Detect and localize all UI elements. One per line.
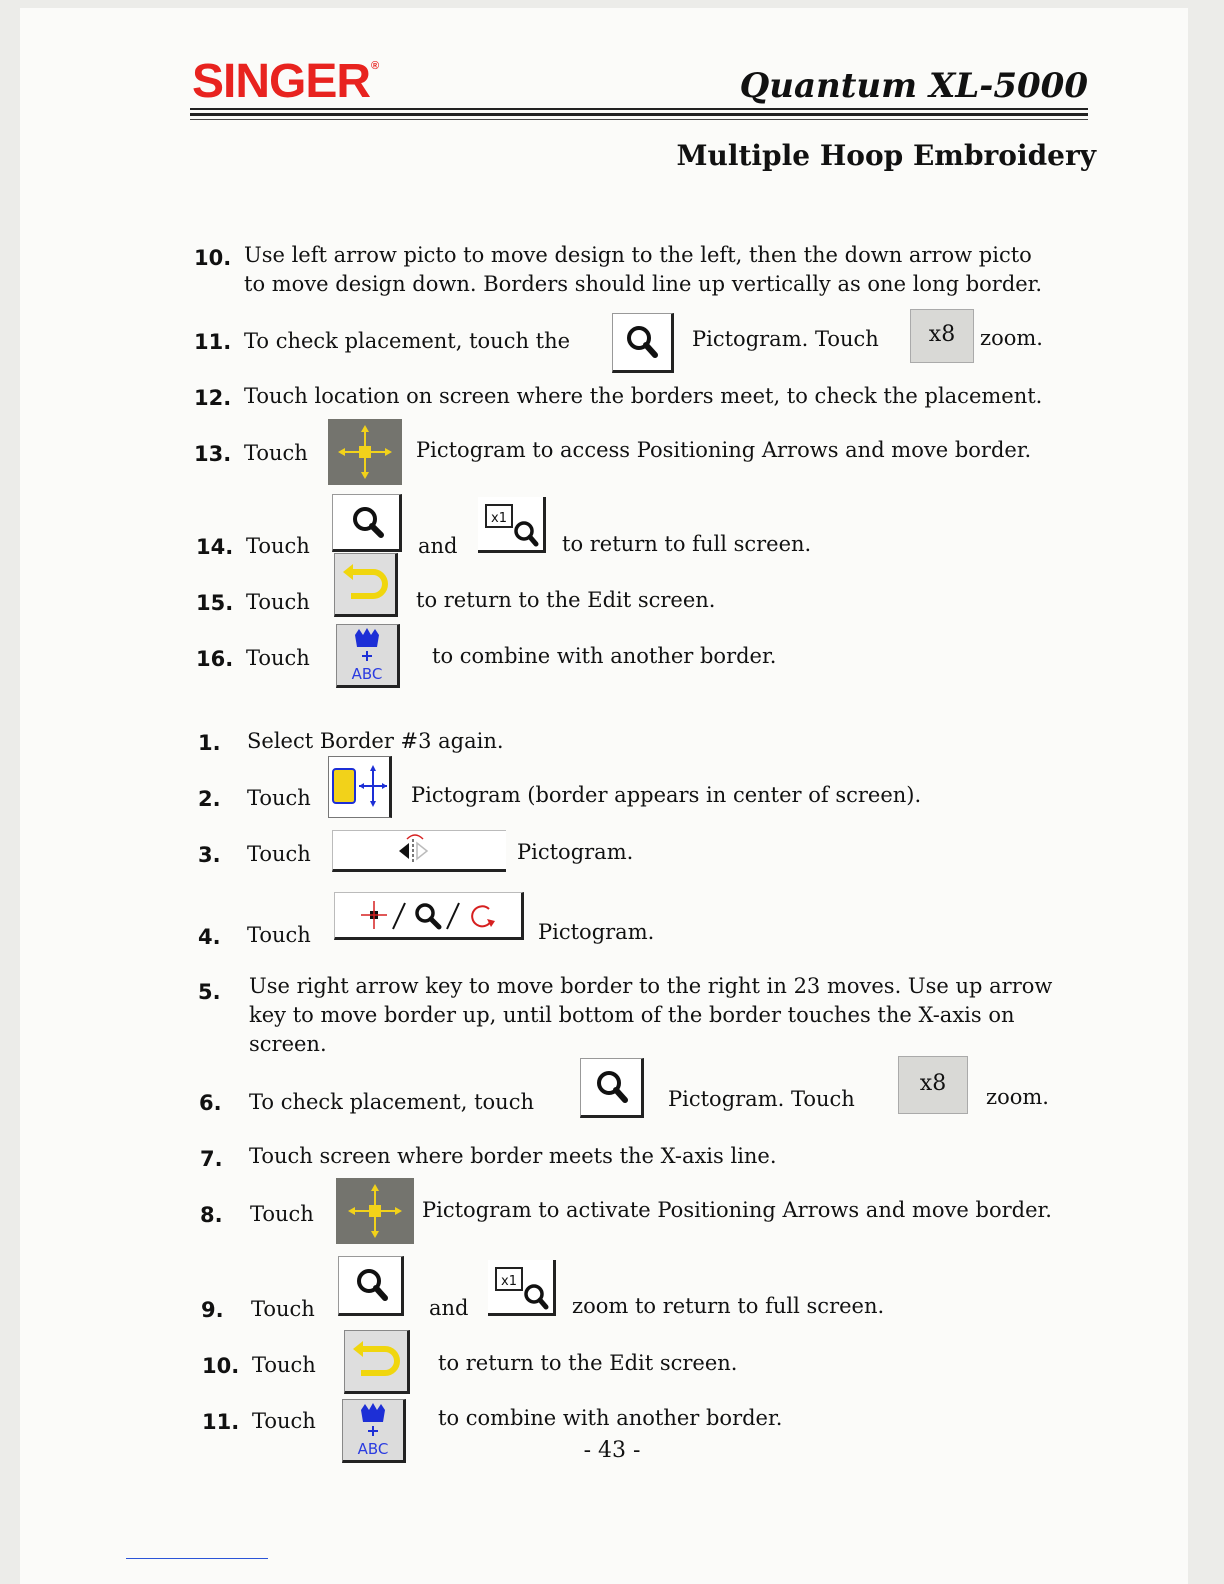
mirror-button[interactable] [332,830,506,872]
step-text: Touch screen where border meets the X-axis line. [249,1144,777,1168]
svg-text:ABC: ABC [351,665,383,683]
step-text: Touch [252,1409,316,1433]
step-number: 10. [202,1354,240,1378]
step-text: Use right arrow key to move border to the right in 23 moves. Use up arrow key to move border up, until bottom of the border touches the X-axis on screen. [249,974,1053,1056]
back-button[interactable] [334,553,398,617]
step-text: to return to full screen. [562,532,812,556]
zoom-x1-button[interactable] [478,497,546,553]
magnifier-button[interactable] [580,1058,644,1118]
step-text: Pictogram. [517,840,634,864]
magnifier-icon [339,1257,401,1313]
step-number: 16. [196,647,234,671]
step-number: 6. [199,1091,222,1115]
step-number: 2. [198,787,221,811]
step-text: Touch [247,923,311,947]
header-rule [190,113,1088,116]
move-zoom-rotate-button[interactable] [334,892,524,940]
positioning-arrows-button[interactable] [328,419,402,485]
positioning-arrows-button[interactable] [336,1178,414,1244]
model-name: Quantum XL-5000 [739,66,1088,106]
step-text: Touch [247,842,311,866]
step-text: Touch [246,590,310,614]
header-rule [190,108,1088,110]
magnifier-button[interactable] [332,494,402,552]
step-number: 13. [194,442,232,466]
step-number: 11. [194,330,232,354]
header-rule [190,119,1088,120]
page-number: - 43 - [583,1438,641,1463]
step-number: 4. [198,925,221,949]
step-number: 14. [196,535,234,559]
magnifier-button[interactable] [612,313,674,373]
step-text: Pictogram to access Positioning Arrows and move border. [416,438,1032,462]
magnifier-icon [613,314,671,370]
zoom-x1-button[interactable] [488,1260,556,1316]
brand-logo: SINGER® [192,55,379,108]
step-text: Pictogram (border appears in center of screen). [411,783,922,807]
step-text: Touch [250,1202,314,1226]
step-text: Touch [244,441,308,465]
step-text: zoom to return to full screen. [572,1294,885,1318]
zoom-reset-icon [488,1260,554,1314]
step-text: Use left arrow picto to move design to the left, then the down arrow picto to move design down. Borders should line up vertically as one long border. [244,243,1043,296]
zoom-x8-button[interactable]: x8 [898,1056,968,1114]
step-text: Touch [247,786,311,810]
step-number: 8. [200,1203,223,1227]
step-number: 1. [198,731,221,755]
step-text: Touch [252,1353,316,1377]
step-text: to combine with another border. [432,644,777,668]
step-text: to combine with another border. [438,1406,783,1430]
return-arrow-icon [345,1331,407,1391]
magnifier-icon [581,1059,641,1115]
step-number: 12. [194,386,232,410]
step-number: 10. [194,246,232,270]
step-text: and [429,1296,469,1320]
combine-button[interactable] [336,624,400,688]
step-number: 11. [202,1410,240,1434]
step-text: and [418,534,458,558]
zoom-reset-icon [478,497,544,551]
magnifier-button[interactable] [338,1256,404,1316]
step-number: 15. [196,591,234,615]
step-text: Select Border #3 again. [247,729,504,753]
step-text: zoom. [980,326,1043,350]
step-text: Touch [246,534,310,558]
step-text: to return to the Edit screen. [438,1351,738,1375]
step-text: Pictogram. [538,920,655,944]
move-arrows-icon [328,419,402,485]
svg-text:ABC: ABC [357,1440,389,1458]
step-number: 9. [201,1298,224,1322]
center-design-button[interactable] [328,756,392,818]
crown-abc-icon [337,625,397,685]
magnifier-icon [333,495,399,549]
return-arrow-icon [335,554,395,614]
step-text: Pictogram. Touch [692,327,879,351]
step-text: Touch location on screen where the borders meet, to check the placement. [244,384,1043,408]
step-text: Pictogram. Touch [668,1087,855,1111]
step-text: Touch [251,1297,315,1321]
step-number: 3. [198,843,221,867]
svg-text:x1: x1 [491,511,507,526]
step-text: To check placement, touch [249,1090,534,1114]
mirror-flip-icon [333,831,505,871]
step-text: to return to the Edit screen. [416,588,716,612]
center-arrows-icon [329,757,389,817]
footer-divider [126,1558,268,1559]
move-zoom-rotate-icon [335,893,521,937]
step-text: To check placement, touch the [244,329,571,353]
step-number: 5. [198,980,221,1004]
step-text: Pictogram to activate Positioning Arrows and move border. [422,1198,1052,1222]
zoom-x8-button[interactable]: x8 [910,309,974,363]
step-text: Touch [246,646,310,670]
step-number: 7. [200,1147,223,1171]
section-title: Multiple Hoop Embroidery [676,139,1096,172]
back-button[interactable] [344,1330,410,1394]
move-arrows-icon [336,1178,414,1244]
step-text: zoom. [986,1085,1049,1109]
svg-text:x1: x1 [501,1274,517,1289]
